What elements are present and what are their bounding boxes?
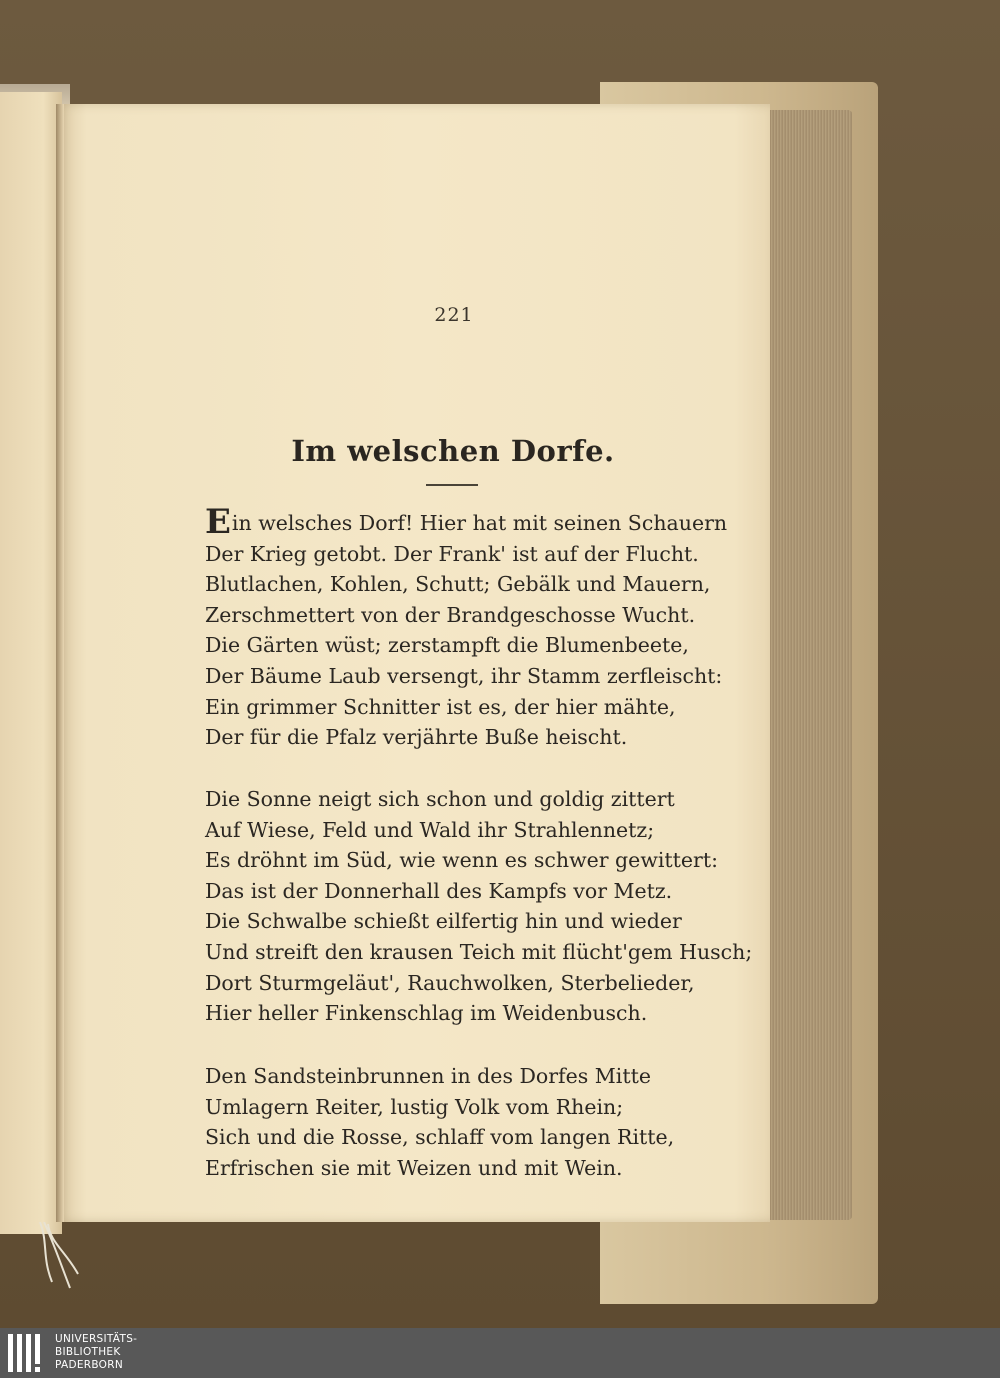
poem-line: Sich und die Rosse, schlaff vom langen Ritte, <box>205 1125 675 1150</box>
page-gutter <box>56 104 64 1222</box>
poem-line: Und streift den krausen Teich mit flücht'gem Husch; <box>205 939 753 964</box>
poem-line: Zerschmettert von der Brandgeschosse Wucht. <box>205 602 696 627</box>
library-logo-text <box>55 1333 137 1372</box>
poem-line: Das ist der Donnerhall des Kampfs vor Metz. <box>205 878 673 903</box>
poem-line: Es dröhnt im Süd, wie wenn es schwer gewittert: <box>205 848 718 873</box>
poem-line: Die Sonne neigt sich schon und goldig zittert <box>205 787 675 811</box>
poem-line: Erfrischen sie mit Weizen und mit Wein. <box>205 1155 623 1180</box>
page-stack-edge <box>768 110 852 1220</box>
title-divider <box>426 484 478 486</box>
poem-line: Die Schwalbe schießt eilfertig hin und wieder <box>205 909 682 934</box>
page-number: 221 <box>434 304 474 326</box>
poem-line: Hier heller Finkenschlag im Weidenbusch. <box>205 1001 648 1026</box>
poem-line: Der Krieg getobt. Der Frank' ist auf der Flucht. <box>205 541 699 566</box>
poem-line <box>205 502 728 542</box>
stanza-3 <box>205 1061 705 1183</box>
poem-line: Den Sandsteinbrunnen in des Dorfes Mitte <box>205 1064 651 1088</box>
footer-bar <box>0 1328 1000 1378</box>
logo-line-2: BIBLIOTHEK <box>55 1346 121 1358</box>
poem-line: Der für die Pfalz verjährte Buße heischt. <box>205 725 628 750</box>
book-page <box>58 104 770 1222</box>
logo-line-3: PADERBORN <box>55 1359 123 1371</box>
bookmark-thread <box>30 1222 90 1292</box>
poem-title: Im welschen Dorfe. <box>291 434 615 468</box>
library-logo-icon <box>8 1334 48 1372</box>
poem-line: Blutlachen, Kohlen, Schutt; Gebälk und Mauern, <box>205 572 711 597</box>
stanza-1 <box>205 502 728 753</box>
poem-line: Die Gärten wüst; zerstampft die Blumenbeete, <box>205 633 689 658</box>
stanza-2 <box>205 784 753 1029</box>
left-page-edge <box>0 92 62 1234</box>
drop-cap: E <box>205 502 231 542</box>
poem-line: Umlagern Reiter, lustig Volk vom Rhein; <box>205 1094 624 1119</box>
poem-line-text: in welsches Dorf! Hier hat mit seinen Schauern <box>231 511 728 535</box>
poem-line: Ein grimmer Schnitter ist es, der hier mähte, <box>205 694 676 719</box>
poem-line: Dort Sturmgeläut', Rauchwolken, Sterbelieder, <box>205 970 695 995</box>
poem-line: Der Bäume Laub versengt, ihr Stamm zerfleischt: <box>205 663 723 688</box>
logo-line-1: UNIVERSITÄTS- <box>55 1333 138 1345</box>
poem-line: Auf Wiese, Feld und Wald ihr Strahlennetz; <box>205 817 655 842</box>
